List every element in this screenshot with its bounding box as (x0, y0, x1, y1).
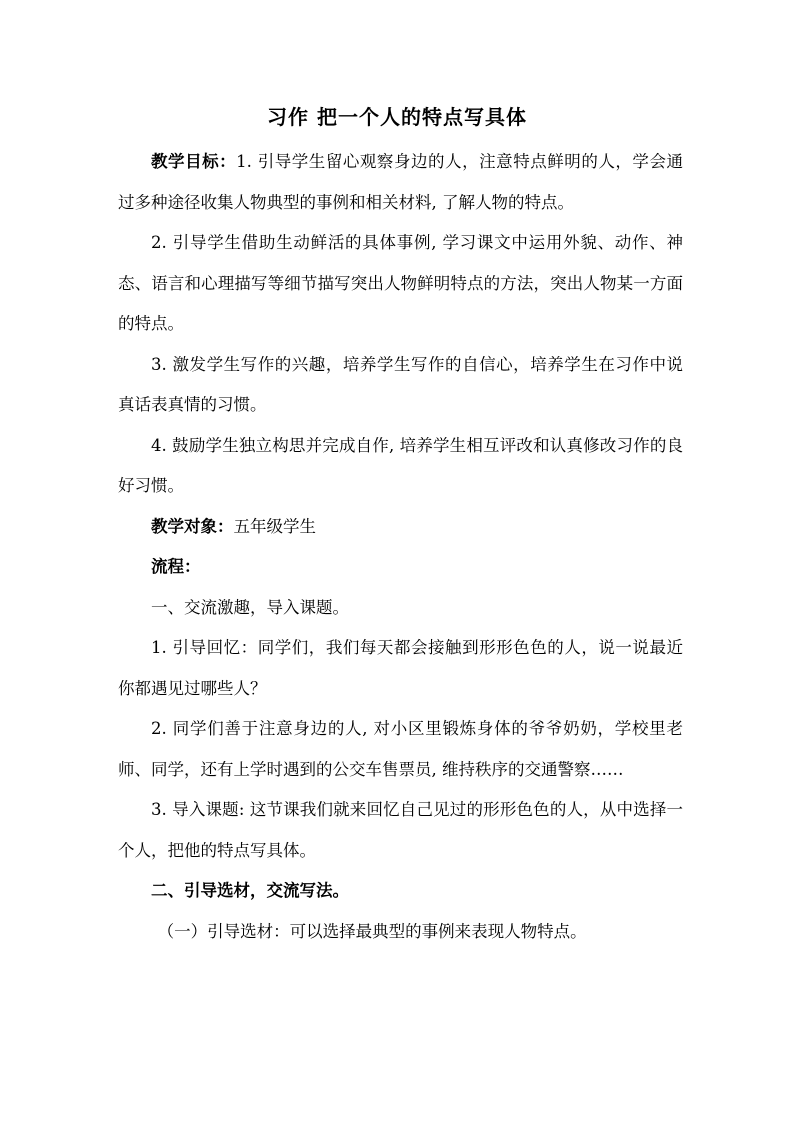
teaching-goal-3: 3. 激发学生写作的兴趣，培养学生写作的自信心，培养学生在习作中说真话表真情的习惯。 (118, 354, 683, 414)
teaching-goal-paragraph (118, 142, 683, 223)
section-1-item-1: 1. 引导回忆：同学们，我们每天都会接触到形形色色的人，说一说最近你都遇见过哪些人？ (118, 638, 683, 698)
teaching-goal-4: 4. 鼓励学生独立构思并完成自作, 培养学生相互评改和认真修改习作的良好习惯。 (118, 435, 683, 495)
section-1-item-2: 2. 同学们善于注意身边的人, 对小区里锻炼身体的爷爷奶奶，学校里老师、同学，还有上学时遇到的公交车售票员, 维持秩序的交通警察…… (118, 719, 683, 779)
document-body (118, 142, 683, 952)
teaching-goal-2: 2. 引导学生借助生动鲜活的具体事例, 学习课文中运用外貌、动作、神态、语言和心理描写等细节描写突出人物鲜明特点的方法，突出人物某一方面的特点。 (118, 233, 683, 333)
document-title: 习作 把一个人的特点写具体 (267, 105, 527, 129)
teaching-goal-label: 教学目标： (151, 152, 237, 171)
process-heading: 流程： (151, 557, 201, 576)
section-1-heading: 一、交流激趣，导入课题。 (151, 597, 349, 617)
teaching-target-label: 教学对象： (151, 516, 234, 536)
teaching-goal-1: 1. 引导学生留心观察身边的人，注意特点鲜明的人，学会通过多种途径收集人物典型的事例和相关材料, 了解人物的特点。 (118, 152, 683, 212)
teaching-target-value: 五年级学生 (233, 516, 316, 536)
teaching-target-paragraph (118, 507, 683, 548)
section-2-sub-1: （一）引导选材：可以选择最典型的事例来表现人物特点。 (157, 921, 587, 941)
section-2-heading: 二、引导选材，交流写法。 (151, 881, 349, 900)
section-1-item-3: 3. 导入课题: 这节课我们就来回忆自己见过的形形色色的人，从中选择一个人，把他的特点写具体。 (118, 800, 683, 860)
